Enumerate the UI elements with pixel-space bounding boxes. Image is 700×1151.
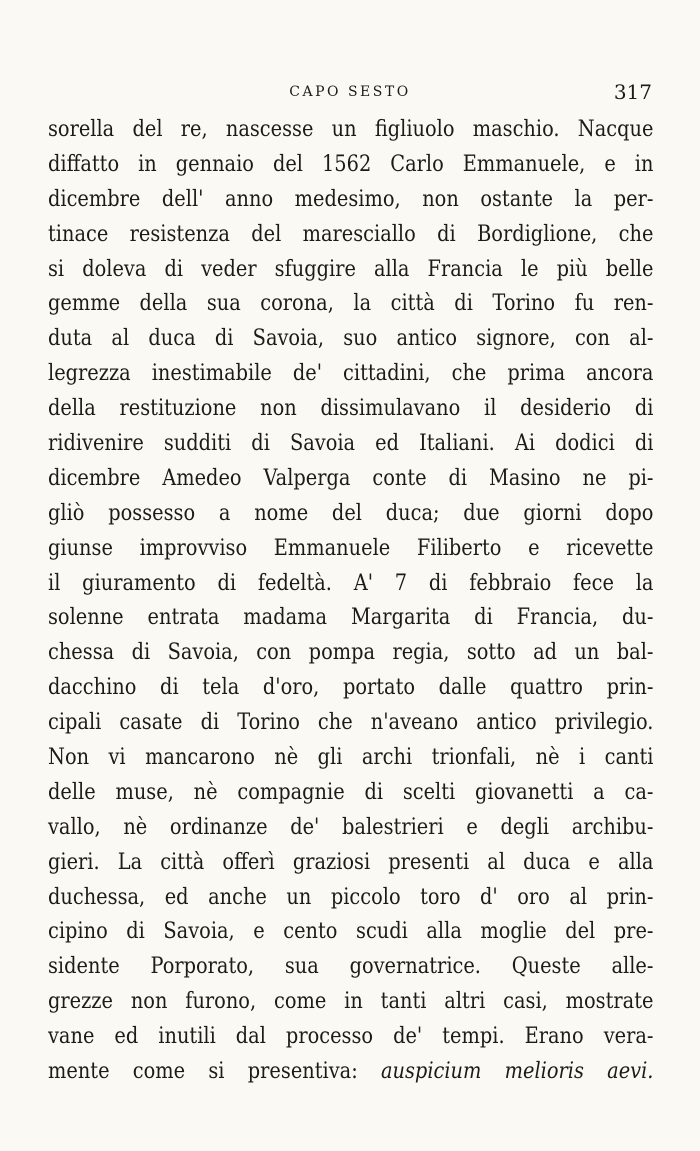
text-line: giunse improvviso Emmanuele Filiberto e ricevette	[48, 535, 654, 561]
text-line: cipino di Savoia, e cento scudi alla moglie del pre-	[48, 919, 654, 945]
text-line: dicembre dell' anno medesimo, non ostante la per-	[48, 186, 654, 212]
text-line: il giuramento di fedeltà. A' 7 di febbraio fece la	[48, 570, 654, 596]
running-title: CAPO SESTO	[289, 84, 411, 100]
text-line: si doleva di veder sfuggire alla Francia le più belle	[48, 256, 654, 282]
last-text-line	[48, 1055, 653, 1090]
text-line: duta al duca di Savoia, suo antico signore, con al-	[48, 326, 654, 352]
text-line: gemme della sua corona, la città di Torino fu ren-	[48, 291, 654, 317]
text-line: della restituzione non dissimulavano il desiderio di	[48, 396, 654, 422]
text-line: duchessa, ed anche un piccolo toro d' oro al prin-	[48, 884, 654, 910]
text-line: dacchino di tela d'oro, portato dalle quattro prin-	[48, 675, 654, 701]
text-line: chessa di Savoia, con pompa regia, sotto ad un bal-	[48, 640, 654, 666]
text-line: Non vi mancarono nè gli archi trionfali, nè i canti	[48, 745, 654, 771]
latin-phrase: auspicium melioris aevi.	[380, 1059, 654, 1085]
page-number: 317	[613, 80, 652, 104]
text-line: grezze non furono, come in tanti altri casi, mostrate	[48, 989, 654, 1015]
text-line: vallo, nè ordinanze de' balestrieri e degli archibu-	[48, 814, 654, 840]
text-line: gliò possesso a nome del duca; due giorni dopo	[48, 500, 654, 526]
body-text	[48, 113, 654, 1090]
text-line: dicembre Amedeo Valperga conte di Masino ne pi-	[48, 465, 654, 491]
text-line: ridivenire sudditi di Savoia ed Italiani. Ai dodici di	[48, 431, 654, 457]
text-line: tinace resistenza del maresciallo di Bordiglione, che	[48, 221, 654, 247]
text-line: solenne entrata madama Margarita di Francia, du-	[48, 605, 654, 631]
running-head	[48, 80, 652, 104]
last-line-roman: mente come si presentiva:	[48, 1059, 381, 1085]
text-line: sorella del re, nascesse un figliuolo maschio. Nacque	[48, 117, 654, 142]
text-line: diffatto in gennaio del 1562 Carlo Emmanuele, e in	[48, 151, 654, 177]
text-line: vane ed inutili dal processo de' tempi. Erano vera-	[48, 1024, 654, 1050]
text-line: cipali casate di Torino che n'aveano antico privilegio.	[48, 710, 654, 736]
text-line: delle muse, nè compagnie di scelti giovanetti a ca-	[48, 779, 654, 805]
text-line: gieri. La città offerì graziosi presenti al duca e alla	[48, 849, 654, 875]
text-line: sidente Porporato, sua governatrice. Queste alle-	[48, 954, 654, 980]
text-line: legrezza inestimabile de' cittadini, che prima ancora	[48, 361, 654, 387]
